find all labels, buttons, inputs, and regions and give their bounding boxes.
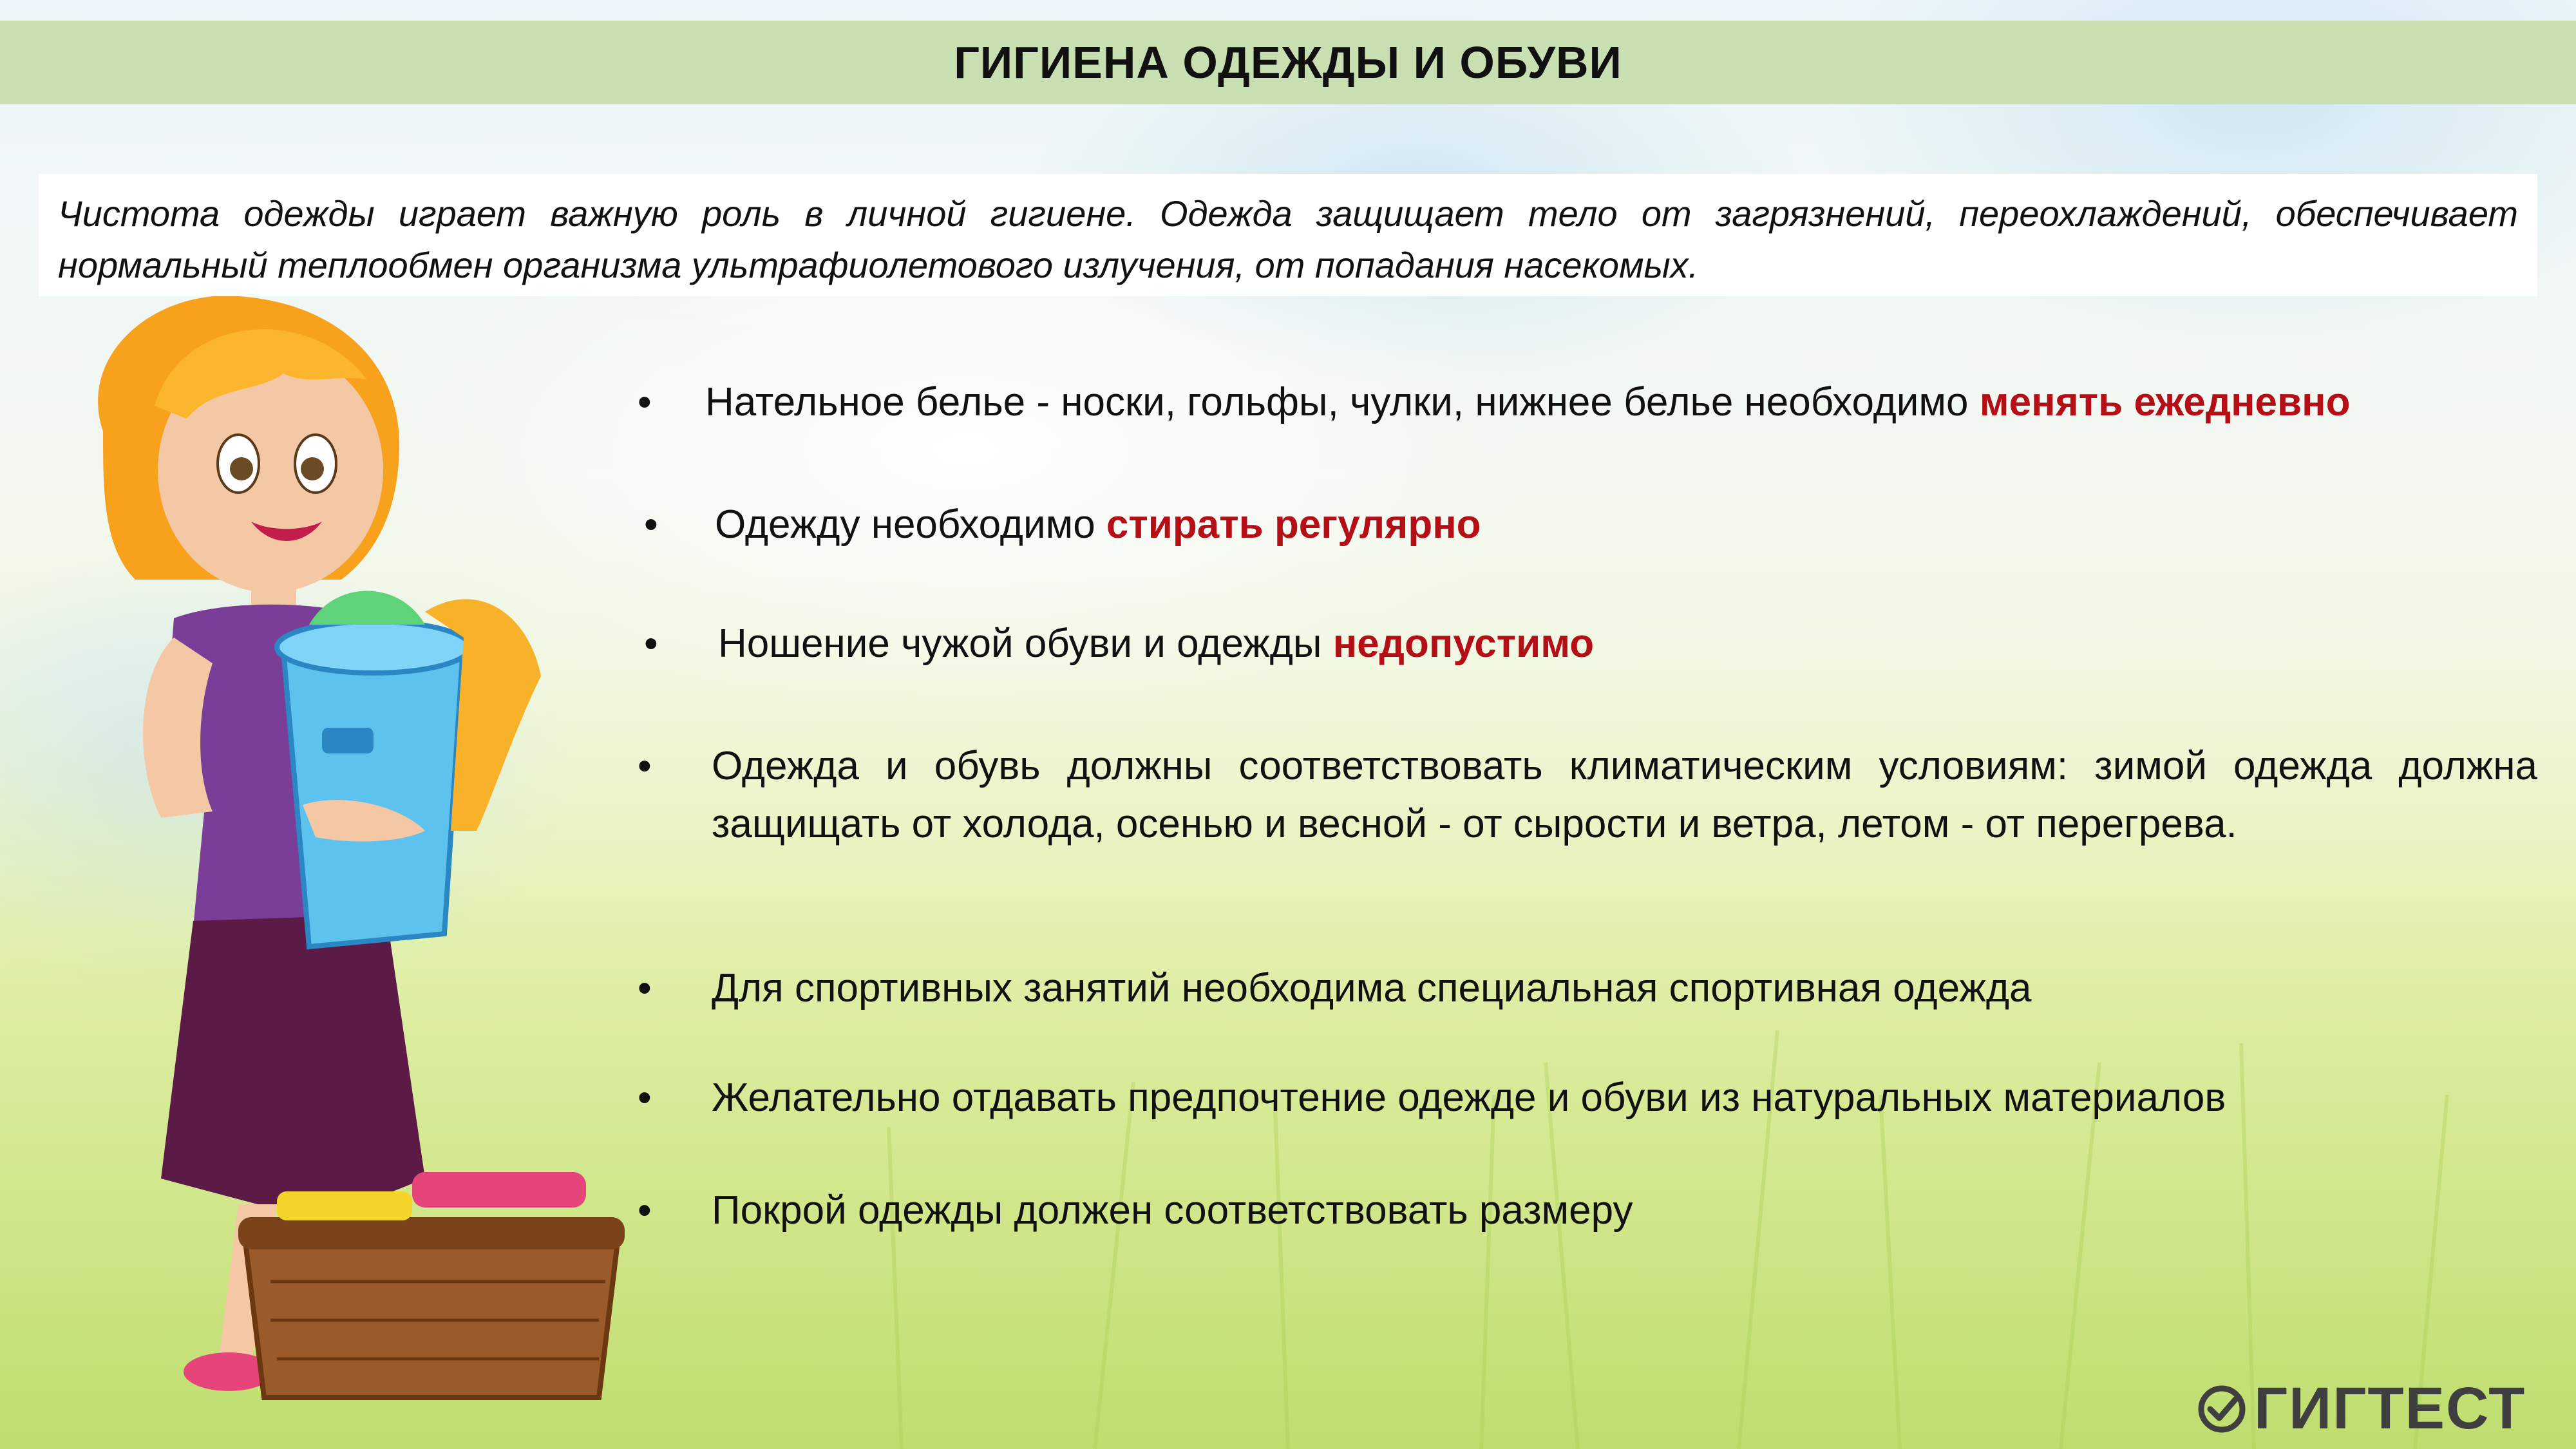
bullet-highlight: стирать регулярно [1106, 502, 1481, 547]
bullet-dot: • [638, 1075, 652, 1120]
bullet-text: Ношение чужой обуви и одежды [718, 621, 1333, 666]
bullet-text: Для спортивных занятий необходима специальная спортивная одежда [712, 966, 2032, 1010]
bullet-dot: • [638, 380, 652, 424]
woman-with-laundry-basket-illustration [64, 277, 644, 1404]
bullet-dot: • [638, 744, 652, 788]
bullet-highlight: менять ежедневно [1979, 380, 2351, 424]
bullet-item [638, 960, 2505, 1018]
bullet-dot: • [644, 621, 658, 666]
bullet-text: Нательное белье - носки, гольфы, чулки, нижнее белье необходимо [705, 380, 1980, 424]
bullet-item [644, 615, 2512, 673]
check-circle-icon [2196, 1383, 2248, 1435]
bullet-text: Одежда и обувь должны соответствовать климатическим условиям: зимой одежда должна защищать от холода, осенью и весной - от сырости и ветра, летом - от перегрева. [712, 744, 2537, 846]
bullet-item [638, 737, 2537, 853]
bullet-text: Желательно отдавать предпочтение одежде и обуви из натуральных материалов [712, 1075, 2226, 1120]
bullet-text: Одежду необходимо [715, 502, 1106, 547]
slide-title: ГИГИЕНА ОДЕЖДЫ И ОБУВИ [954, 37, 1622, 88]
bullet-item [644, 496, 2512, 554]
bullet-item [638, 1182, 2505, 1240]
bullet-dot: • [644, 502, 658, 547]
intro-box [39, 174, 2537, 296]
bullet-dot: • [638, 1188, 652, 1233]
intro-text: Чистота одежды играет важную роль в личной гигиене. Одежда защищает тело от загрязнений, переохлаждений, обеспечивает нормальный теплообмен организма ультрафиолетового излучения, от попадания насекомых. [58, 193, 2518, 285]
bullet-highlight: недопустимо [1332, 621, 1595, 666]
bullet-item [638, 1069, 2505, 1127]
title-bar [0, 21, 2576, 104]
bullet-item [638, 374, 2531, 431]
bullet-text: Покрой одежды должен соответствовать размеру [712, 1188, 1633, 1233]
logo-text: ГИГТЕСТ [2254, 1376, 2526, 1441]
bullet-dot: • [638, 966, 652, 1010]
gigtest-logo [2196, 1375, 2526, 1443]
